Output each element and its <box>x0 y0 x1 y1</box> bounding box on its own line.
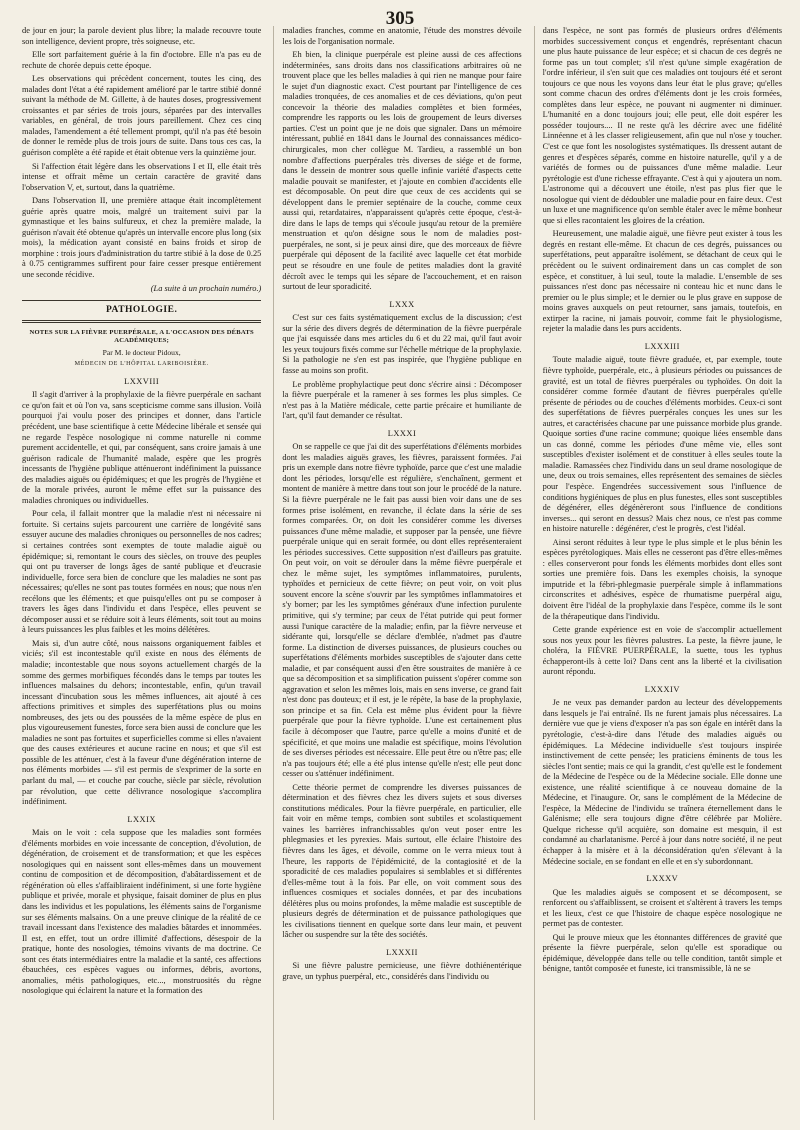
paragraph: Les observations qui précèdent concernent, toutes les cinq, des malades dont l'état a été rapidement amélioré par le tartre stibié donné suivant la méthode de M. Gillette, à de hautes doses, progressivement croissantes et par séries de trois jours, séparées par des intervalles variables, en général, de trois jours pareillement. Chez ces cinq malades, l'amendement a été tellement prompt, qu'il n'a pas été besoin de donner le remède plus de trois jours de suite. Dans tous ces cas, la guérison complète a été rapide et était obtenue vers la quinzième jour. <box>22 74 262 158</box>
section-number: LXXIX <box>127 814 156 824</box>
column-2 <box>273 26 521 1120</box>
section-number: LXXVIII <box>124 376 160 386</box>
paragraph: Mais si, d'un autre côté, nous naissons organiquement faibles et viciés; s'il est incontestable qu'il existe en nous des éléments de maladie; incontestable que nous soyons actuellement chargés de la somme des germes morbifiques fécondés dans le temps par toutes les influences malsaines du dehors; incontestable, enfin, qu'un travail incessant d'incubation sous les mêmes influences, ait ajouté à ces affections primitives et simples des superfétations plus ou moins nombreuses, des jets ou des poussées de la même espèce de plus en plus vigoureusement funestes, force sera bien aussi de conclure que les maladies ne sont pas fortuites et superficielles comme si elles n'avaient que des causes extérieures et aucune racine en nous; et que s'il est possible de les atténuer, c'est à la faveur d'une dégénération interne de nos éléments morbides — s'il est permis de s'exprimer de la sorte en parlant du mal, — et couche par couche, siècle par siècle, révolution par révolution, que cette délivrance nosologique s'accomplira indéfiniment. <box>22 638 262 807</box>
section-number: LXXX <box>389 299 415 309</box>
author-affiliation: MÉDECIN DE L'HÔPITAL LARIBOISIÈRE. <box>74 361 209 368</box>
paragraph: maladies franches, comme en anatomie, l'étude des monstres dévoile les lois de l'organisation normale. <box>282 26 522 46</box>
paragraph: On se rappelle ce que j'ai dit des superfétations d'éléments morbides dont les maladies aiguës graves, les fièvres, paraissent formées. J'ai pris un exemple dans notre fièvre typhoïde, parce que c'est une maladie dont les périodes, lorsqu'elle est régulière, s'enchaînent, germent et montent de manière à mettre dans tout son jour le procédé de la nature. Si la fièvre puerpérale ne le fait pas aussi bien voir dans une de ses formes prise isolément, en revanche, il éclate dans la série de ses formes comparées. Or, on doit les considérer comme les diverses puissances d'une même maladie, et supposer par la pensée, une fièvre puerpérale unique qui en serait formée, ou dont elles représenteraient les périodes successives. Cette supposition n'est d'ailleurs pas gratuite. On peut voir, on voit se dérouler dans la même fièvre puerpérale et chez le même sujet, les symptômes inflammatoires, purulents, typhoïdes et pernicieux de cette fièvre; on peut voir, on voit plus souvent encore la scène s'ouvrir par les symptômes inflammatoires et s'y borner; par les les symptômes généraux d'une infection purulente primitive, qui s'y termine; par ceux de l'état putride qui peut former aussi l'unique caractère de la maladie; enfin, par la fièvre nerveuse et sidérante qui, lorsqu'elle se déclare d'emblée, n'admet pas d'autre forme. La distinction de diverses puissances, de plusieurs couches ou superfétations d'éléments morbides susceptibles de s'ajouter dans cette maladie, et par conséquent aussi d'en être soustraites de manière à ce que sa décomposition et sa simplification puissent s'opérer comme son aggravation et selon les mêmes lois, mais en sens inverse, ce grand fait n'est donc pas douteux; et il est, je le répète, la base de la prophylaxie, son principe et sa fin. Cela est même plus évident pour la fièvre puerpérale que pour la fièvre typhoïde. L'une est certainement plus facile à décomposer que l'autre, parce qu'elle a moins d'unité et de spécificité, et que moins une maladie est spécifique, moins l'évolution de ses diverses périodes est nécessaire. Elle peut être ou n'être pas; elle n'a pas toujours été; elle a été plus intense qu'elle n'est; elle peut donc cesser ou s'atténuer indéfiniment. <box>282 442 522 779</box>
page-columns <box>22 26 782 1120</box>
paragraph: Elle sort parfaitement guérie à la fin d'octobre. Elle n'a pas eu de rechute de chorée depuis cette époque. <box>22 50 262 70</box>
column-1 <box>22 26 261 1120</box>
section-number: LXXXV <box>646 874 679 884</box>
continuation-note: (La suite à un prochain numéro.) <box>150 283 262 293</box>
section-title: PATHOLOGIE. <box>105 305 178 316</box>
article-title: NOTES SUR LA FIÈVRE PUERPÉRALE, A L'OCCASION DES DÉBATS ACADÉMIQUES; <box>29 328 254 345</box>
paragraph: Heureusement, une maladie aiguë, une fièvre peut exister à tous les degrés en restant elle-même. Et chacun de ces degrés, puissances ou superfétations, peut apparaître isolément, se détachant de ceux qui le précèdent ou le suivent ordinairement dans un cas complet de son espèce, et constituer, à lui seul, toute la maladie. L'ensemble de ses puissances n'est donc pas nécessaire ni conteau hic et nunc dans le premier ou le plus simple; et le dernier ou le plus grave en suppose de moins graves auxquels on peut retourner, sans jamais, toutefois, en extirper la racine, ni jamais pouvoir, comme fait le physiologisme, rejeter la maladie dans les purs accidents. <box>542 229 782 334</box>
section-divider <box>22 300 261 301</box>
paragraph: Si une fièvre palustre pernicieuse, une fièvre dothiénentérique grave, un typhus puerpéral, etc., considérés dans l'individu ou <box>282 961 522 982</box>
paragraph: de jour en jour; la parole devient plus libre; la malade recouvre toute son intelligence, devient propre, très soigneuse, etc. <box>22 26 262 46</box>
paragraph: Pour cela, il fallait montrer que la maladie n'est ni nécessaire ni fortuite. Si certains sujets parcourent une carrière de longévité sans essuyer aucune des maladies chroniques ou personnelles de nos cadres; si certaines contrées sont exemptes de toute maladie aiguë ou épidémique; si, remontant le cours des siècles, on trouve des peuples qui ont pu traverser de longs âges de santé publique et d'eucrasie individuelle, force sera bien de conclure que les maladies ne sont pas nécessaires; qu'elles ne sont pas toutes formées en nous; que nous n'en recélons que les éléments; et que puisqu'elles ont pu se composer à travers les âges dans l'individu et dans l'espèce, elles peuvent se décomposer aussi et se réduire soit à leurs éléments, soit tout au moins à leurs puissances les plus faibles et les moins délétères. <box>22 509 262 635</box>
paragraph: Mais on le voit : cela suppose que les maladies sont formées d'éléments morbides en voie incessante de conception, d'évolution, de dégénération, de croisement et de transformation; et que les espèces nosologiques qui en naissent sont elles-mêmes dans un mouvement continu de composition et de décomposition, d'abâtardissement et de régénération où elles s'affaibliraient indéfiniment, si une forte hygiène publique et privée, morale et physique, faisait dominer de plus en plus dans les individus et les populations, les éléments sains de l'organisme sur ses éléments malsains. On a une preuve clinique de la réalité de ce travail incessant dans l'existence des maladies bâtardes et innommées. Il est, en effet, tout un ordre illimité d'affections, désespoir de la pratique, honte des nosologies, témoins vivants de ma doctrine. Ce sont ces états intermédiaires entre la maladie et la santé, ces affections ébauchées, ces espèces vagues ou informes, débris, avortons, anomalies, métis pathologiques, etc..., monstruosités du règne nosologique qui éclairent la nature et la formation des <box>22 828 262 996</box>
section-number: LXXXI <box>387 428 417 438</box>
paragraph: Le problème prophylactique peut donc s'écrire ainsi : Décomposer la fièvre puerpérale et la ramener à ses formes les plus simples. Ce n'est pas à la Matière médicale, cette partie précaire et humiliante de l'art, qu'il faut demander ce résultat. <box>282 379 522 421</box>
paragraph: dans l'espèce, ne sont pas formés de plusieurs ordres d'éléments morbides successivement conçus et engendrés, représentant chacun une plus haute puissance de leur espèce; et si chacun de ces degrés ne forme pas un tout complet; s'il n'est qu'une simple exagération de l'ordre inférieur, il s'en suit que ces maladies ont toujours été et seront toujours ce que nous les voyons dans leur état le plus grave; qu'elles sont comme chacun des ordres d'éléments dont je les crois formées, complètes dans leur espèce, ne pouvant ni augmenter ni diminuer. L'humanité en a donc toujours joui; elle peut, elle doit espérer les posséder toujours.... Il ne reste qu'à les décrire avec une fidélité Linnéenne et à les classer religieusement, afin que nul n'ose y toucher. C'est ce que font les nosologistes systématiques. Ils dressent autant de genres et d'espèces séparés, comme en histoire naturelle, qu'il y a de variétés de formes ou de puissances d'une même maladie. Leur pyrétologie est d'une richesse effrayante. C'est à qui y ajoutera un nom. L'astronome qui a découvert une étoile, n'est pas plus fier que le nosologue qui vient de dédoubler une maladie pour en faire deux. C'est un luxe et une magnificence qu'on semble étaler avec le même bonheur que si elles racontaient les gloires de la création. <box>542 26 782 225</box>
paragraph: Toute maladie aiguë, toute fièvre graduée, et, par exemple, toute fièvre typhoïde, puerpérale, etc., à plusieurs périodes ou puissances de gravité, est un total de fièvres puerpérales ou typhoïdes. On doit la considérer comme formée d'autant de fièvres puerpérales qu'elle présente de périodes ou de couches d'éléments morbides. Ceux-ci sont des superfétations de fièvres puerpérales conçues les unes sur les autres, et caractérisées chacune par une puissance morbide plus grande. Quoique sorties d'une racine commune; quoique liées ensemble dans un cas donné, comme les périodes d'une même vie, elles sont susceptibles d'exister isolément et de constituer à elles seules toute la maladie. Ramassées chez l'individu dans un seul drame nosologique de une, deux ou trois semaines, elles représentent des semaines de siècles pour l'espèce. Engendrées successivement sous l'influence de conditions hygiéniques de plus en plus funestes, elles sont susceptibles de dégénérer, elles dégénèreront sous l'influence de conditions inverses... qui seront en dessus? Mais chez nous, ce n'est pas comme en histoire naturelle : dégénérer, c'est le progrès, c'est l'idéal. <box>542 355 782 534</box>
section-number: LXXXIII <box>644 341 680 351</box>
section-divider <box>22 320 261 323</box>
paragraph: Ainsi seront réduites à leur type le plus simple et le plus bénin les espèces pyrétologiques. Mais elles ne cesseront pas d'être elles-mêmes : elles conserveront pour fonds les éléments morbides dont elles sont sorties une première fois. Dans les exemples choisis, la synoque imputride et la fébri-phlegmasie puerpérale simple à inflammations circonscrites et adhésives, espèce de rhumatisme puerpéral aigu, doivent être l'idéal de la prophylaxie dans l'espèce, comme ils le sont de la thérapeutique dans l'individu. <box>542 537 782 621</box>
paragraph: C'est sur ces faits systématiquement exclus de la discussion; c'est sur la série des divers degrés de détermination de la fièvre puerpérale que j'ai esquissée dans mes articles du 6 et du 22 mai, qu'il faut avoir les yeux toujours fixés comme sur l'échelle métrique de la prophylaxie. Si la pathologie ne s'en est pas inspirée, que l'hygiène publique en fasse au moins son profit. <box>282 313 522 375</box>
paragraph: Qui le prouve mieux que les étonnantes différences de gravité que présente la fièvre puerpérale, selon qu'elle est sporadique ou épidémique, développée dans telle ou telle condition, tantôt simple et bénigne, tantôt composée et funeste, ici transmissible, là ne se <box>542 932 782 974</box>
paragraph: Dans l'observation II, une première attaque était incomplètement guérie après quatre mois, malgré un traitement suivi par la gymnastique et les bains sulfureux, et chez la première malade, la guérison n'avait été obtenue qu'après un intervalle encore plus long (six mois), la médication ayant consisté en bains froids et sirop de morphine : trois jours d'administration du tartre stibié à la dose de 0.25 à 0.75 centigrammes suffirent pour faire cesser presque entièrement une seconde récidive. <box>22 196 262 280</box>
paragraph: Il s'agit d'arriver à la prophylaxie de la fièvre puerpérale en sachant ce qu'on fait et où l'on va, sans scepticisme comme sans illusion. Voilà pourquoi j'ai voulu poser des principes et donner, dans l'article précédent, une base scientifique à cette Médecine libérale et sensée qui ne regarde l'espèce nosologique ni comme naturelle ni comme purement accidentelle, et qui, par conséquent, sans croire jamais à une guérison radicale de l'humanité malade, espère que les progrès incessants de l'hygiène publique atténueront indéfiniment la puissance des maladies aiguës ou épidémiques; et que les progrès de l'hygiène et de la morale privées, auront le même effet sur la puissance des maladies chroniques ou individuelles. <box>22 390 262 505</box>
section-number: LXXXII <box>386 947 418 957</box>
page-number: 305 <box>385 8 415 29</box>
paragraph: Eh bien, la clinique puerpérale est pleine aussi de ces affections indéterminées, sans droits dans nos classifications arbitraires où ne trouvent place que les belles maladies à qui rien ne manque pour faire le sujet d'un diagnostic exact. C'est pourtant par l'intelligence de ces maladies tronquées, de ces anomalies et de ces déviations, qu'on peut concevoir la théorie des maladies complètes et bien formées, comprendre les rapports ou les lois de groupement de leurs diverses parties. C'est un point que je ne dois que signaler. Dans un mémoire intéressant, publié en 1841 dans le Journal des connaissances médico-chirurgicales, mon cher collègue M. Tardieu, a rassemblé un bon nombre d'affections puerpérales très diverses de siége et de forme, dans le dessein de montrer sous quelle infinie variété d'aspects cette maladie pouvait se manifester, et j'ajoute en combien d'accidents elle est décomposable. On peut dire que ceux de ces accidents qui se développent dans le premier septénaire de la couche, comme ceux aussi qui, retardataires, n'apparaissent qu'après cette époque, c'est-à-dire dans le laps de temps qui s'écoule jusqu'au retour de la première menstruation et qu'on désigne sous le nom de maladies post-puerpérales, ne sont, si je peux ainsi dire, que des morceaux de fièvre puerpérale qui déposent de la facilité avec laquelle cet état morbide peut se résoudre en une foule de petites maladies dont la gravité décroît avec le temps qui les sépare de l'accouchement, et en raison surtout de leur sporadicité. <box>282 50 522 292</box>
paragraph: Si l'affection était légère dans les observations I et II, elle était très intense et offrait même un certain caractère de gravité dans l'observation V, et, surtout, dans la quatrième. <box>22 161 262 192</box>
section-number: LXXXIV <box>644 684 680 694</box>
paragraph: Que les maladies aiguës se composent et se décomposent, se renforcent ou s'affaiblissent, se croisent et s'altèrent à travers les temps et les lieux, c'est ce que l'histoire de chaque espèce nosologique ne permet pas de contester. <box>542 887 782 929</box>
article-author: Par M. le docteur Pidoux, <box>102 347 181 357</box>
paragraph: Cette grande expérience est en voie de s'accomplir actuellement sous nos yeux pour les fièvres palustres. La peste, la fièvre jaune, le choléra, la FIÈVRE PUERPÉRALE, la suette, tous les typhus échapperont-ils à cette loi? Dans cent ans la liberté et la civilisation auront répondu. <box>542 625 782 677</box>
paragraph: Cette théorie permet de comprendre les diverses puissances de détermination et des fièvres chez les divers sujets et sous diverses constitutions médicales. Pour la fièvre puerpérale, en particulier, elle fait voir en même temps, combien sont subtiles et scolastiquement vaines les barrières infranchissables qu'on veut poser entre les phlegmasies et les pyrexies. Mais surtout, elle éclaire l'histoire des fièvres dans les âges, et dévoile, comme on le verra mieux tout à l'heure, les rapports de l'épidémicité, de la contagiosité et de la sporadicité de ces maladies populaires si semblables et si différentes d'elles-même tout à la fois. Par elle, on voit comment sous des influences cosmiques et sociales données, et par des incubations délétères plus ou moins profondes, la même maladie est susceptible de plusieurs degrés de détermination et de puissance pathologiques que les civilisations tiennent en quelque sorte dans leur main, et peuvent lâcher ou suspendre sur la tête des sociétés. <box>282 782 522 940</box>
paragraph: Je ne veux pas demander pardon au lecteur des développements dans lesquels je l'ai entraîné. Ils ne furent jamais plus nécessaires. La dernière vue que je viens d'exposer n'a pas son égale en intérêt dans la pyrétologie, c'est-à-dire dans l'étude des maladies aiguës ou épidémiques. La Médecine individuelle s'est toujours inspirée instinctivement de cette pensée; les praticiens éminents de tous les siècles l'ont sentie; mais ce qui la grandit, c'est qu'elle est le fondement de la Médecine de l'espèce ou de la Médecine sociale. Elle donne une existence, une réalité scientifique à ce nouveau domaine de la Médecine, et l'inaugure. Or, sans le complément de la Médecine de l'espèce, la Médecine de l'individu se traînera éternellement dans le Galénisme; elle sera toujours digne d'être célébrée par Molière. Quelque richesse qu'il acquière, son domaine est mesquin, il est condamné au charlatanisme. Percé à jour dans notre société, il ne peut échapper à la misère et à la déconsidération qu'en s'élevant à la Médecine sociale, en se fondant en elle et en s'y subordonnant. <box>542 698 782 866</box>
column-3 <box>534 26 782 1120</box>
